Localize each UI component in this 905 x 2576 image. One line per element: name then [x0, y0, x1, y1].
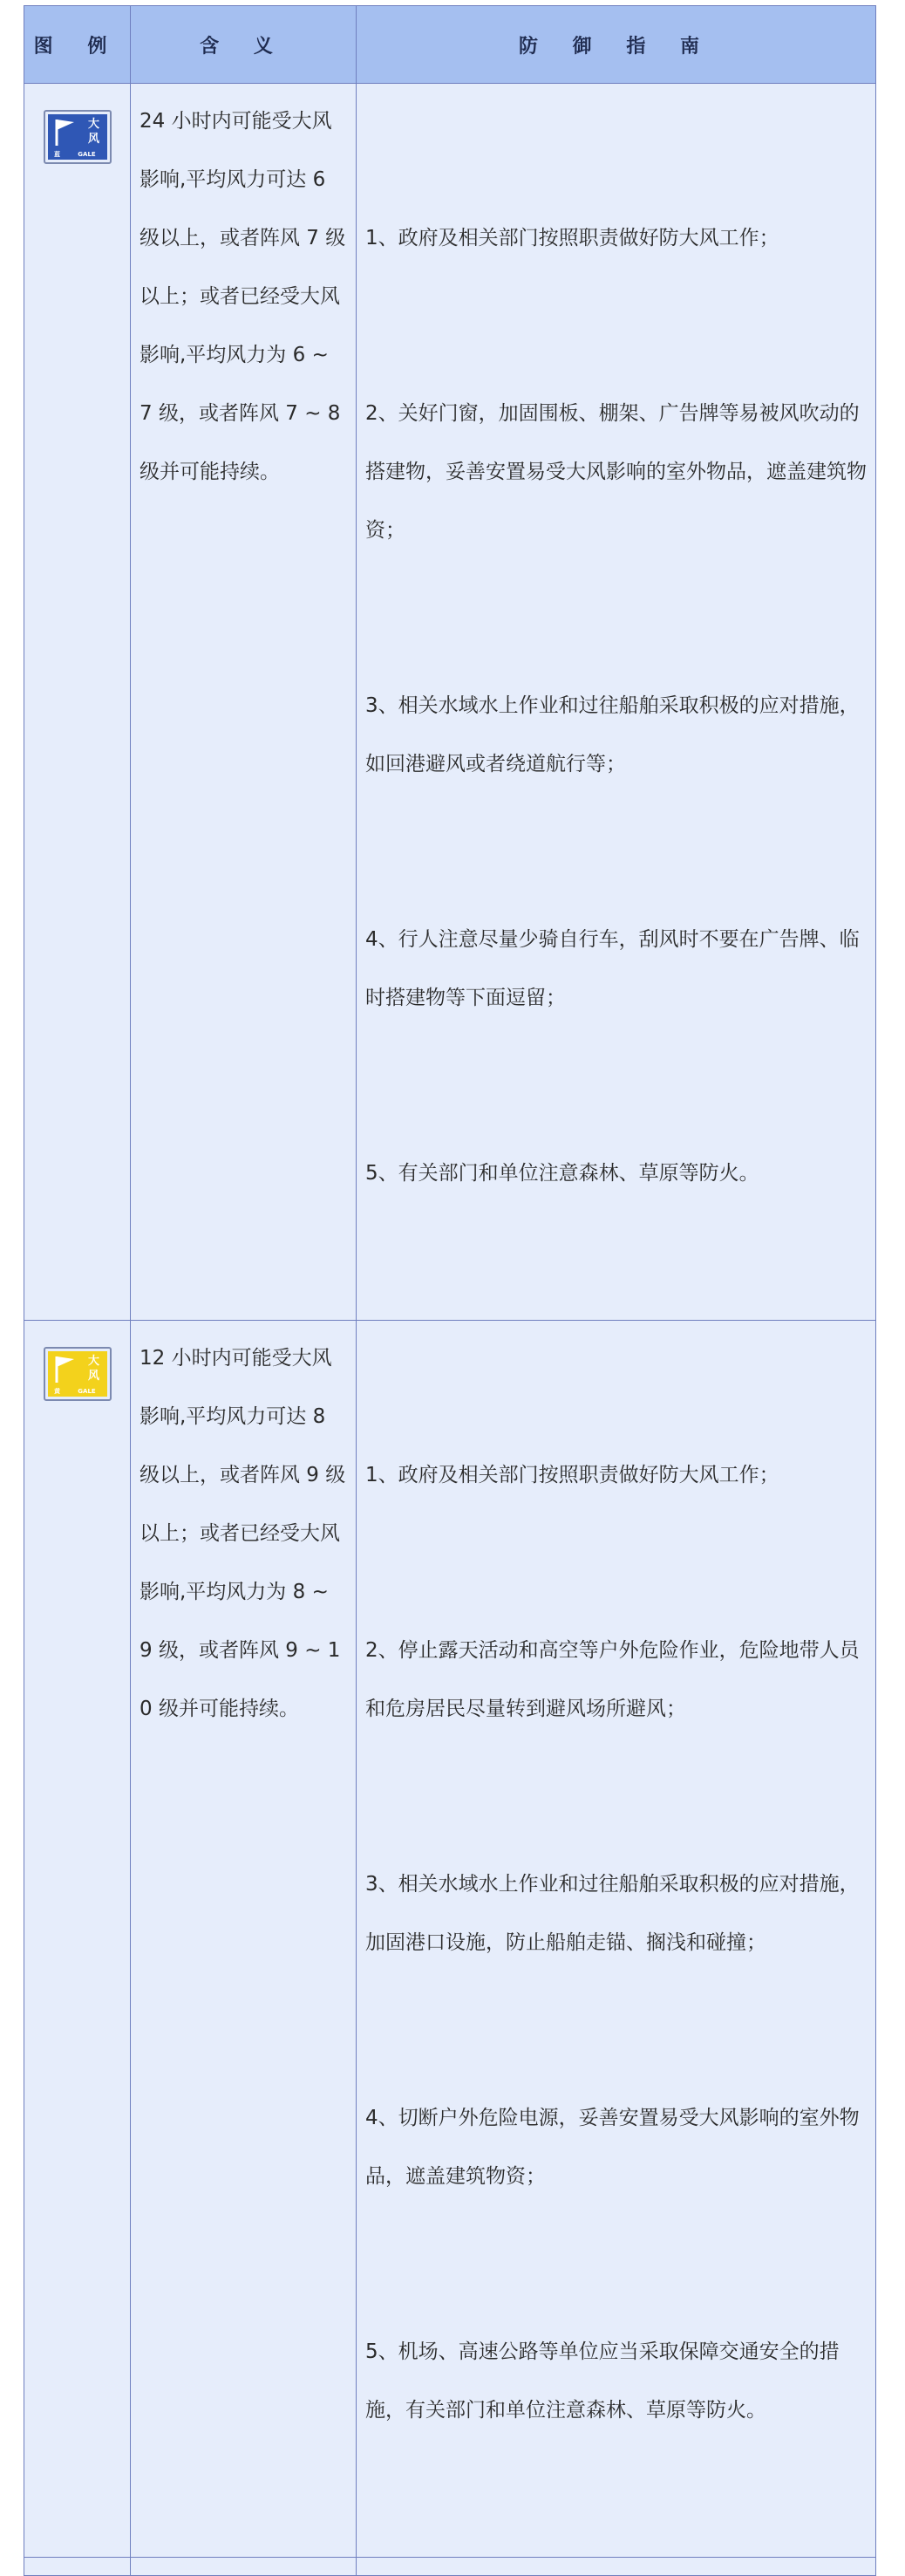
icon-char: 大 — [87, 118, 99, 131]
meaning-cell: 12 小时内可能受大风影响,平均风力可达 8 级以上，或者阵风 9 级以上；或者已经受大风影响,平均风力为 8 ~ 9 级，或者阵风 9 ~ 10 级并可能持续。 — [131, 1321, 357, 2558]
guide-cell — [357, 84, 876, 1321]
wind-flag-icon — [48, 114, 81, 149]
icon-level: 蓝 — [54, 150, 60, 158]
guide-item: 3、相关水域水上作业和过往船舶采取积极的应对措施，加固港口设施，防止船舶走锚、搁浅和碰撞； — [365, 1873, 860, 1954]
guide-item: 2、停止露天活动和高空等户外危险作业，危险地带人员和危房居民尽量转到避风场所避风； — [365, 1639, 860, 1720]
header-meaning: 含 义 — [131, 6, 357, 84]
icon-char: 风 — [87, 1370, 99, 1383]
guide-item: 2、关好门窗，加固围板、棚架、广告牌等易被风吹动的搭建物，妥善安置易受大风影响的室外物品，遮盖建筑物资； — [365, 402, 867, 542]
table-row — [24, 84, 876, 1321]
header-row — [24, 6, 876, 84]
icon-char-box — [81, 1351, 107, 1386]
guide-item: 1、政府及相关部门按照职责做好防大风工作； — [365, 1464, 779, 1486]
meaning-cell: 24 小时内可能受大风影响,平均风力可达 6 级以上，或者阵风 7 级以上；或者已经受大风影响,平均风力为 6 ~ 7 级，或者阵风 7 ~ 8 级并可能持续。 — [131, 84, 357, 1321]
guide-item: 5、有关部门和单位注意森林、草原等防火。 — [365, 1162, 759, 1185]
legend-cell — [24, 84, 131, 1321]
icon-band — [48, 148, 107, 160]
empty-cell — [357, 2558, 876, 2576]
icon-char-box — [81, 114, 107, 149]
guide-item: 3、相关水域水上作业和过往船舶采取积极的应对措施，如回港避风或者绕道航行等； — [365, 694, 860, 776]
wind-flag-icon — [48, 1351, 81, 1386]
table-row-empty — [24, 2558, 876, 2576]
gale-blue-warning-icon — [44, 110, 112, 164]
gale-warning-table — [24, 5, 876, 2576]
guide-item: 1、政府及相关部门按照职责做好防大风工作； — [365, 227, 779, 249]
guide-cell — [357, 1321, 876, 2558]
table-row — [24, 1321, 876, 2558]
guide-item: 4、行人注意尽量少骑自行车，刮风时不要在广告牌、临时搭建物等下面逗留； — [365, 928, 860, 1009]
empty-cell — [24, 2558, 131, 2576]
icon-char: 大 — [87, 1355, 99, 1368]
guide-item: 5、机场、高速公路等单位应当采取保障交通安全的措施，有关部门和单位注意森林、草原等防火。 — [365, 2340, 840, 2422]
header-guide: 防 御 指 南 — [357, 6, 876, 84]
empty-cell — [131, 2558, 357, 2576]
gale-yellow-warning-icon — [44, 1347, 112, 1401]
icon-band — [48, 1385, 107, 1397]
icon-char: 风 — [87, 133, 99, 146]
icon-level: 黄 — [54, 1387, 60, 1395]
guide-item: 4、切断户外危险电源，妥善安置易受大风影响的室外物品，遮盖建筑物资； — [365, 2107, 860, 2188]
icon-en: GALE — [78, 150, 96, 158]
legend-cell — [24, 1321, 131, 2558]
header-legend: 图 例 — [24, 6, 131, 84]
icon-en: GALE — [78, 1387, 96, 1395]
